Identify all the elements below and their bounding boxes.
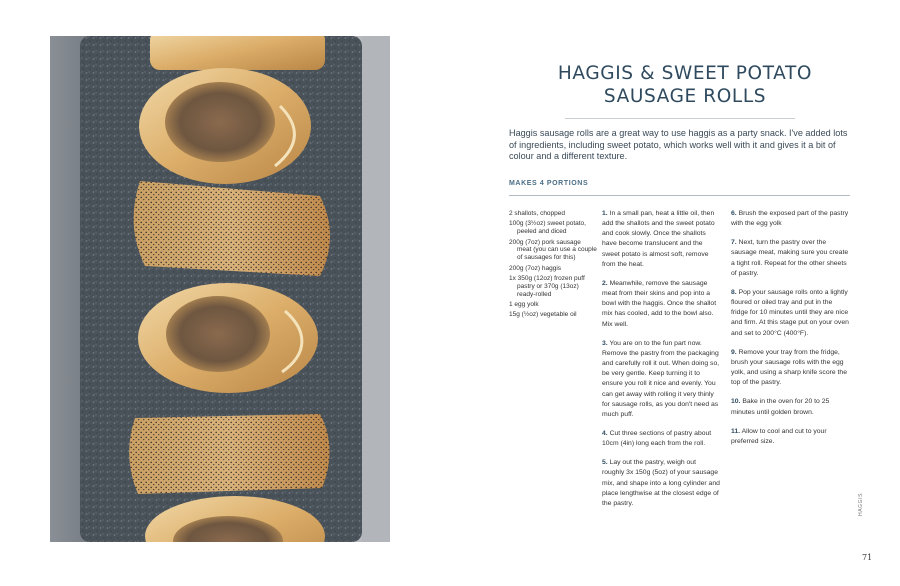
ingredient-item: 100g (3½oz) sweet potato, peeled and diced	[509, 220, 586, 236]
page-number: 71	[862, 553, 873, 562]
step-number: 6.	[731, 210, 737, 217]
step-number: 5.	[602, 459, 608, 467]
method-step	[602, 458, 720, 509]
step-number: 3.	[602, 339, 608, 347]
step-text: Next, turn the pastry over the sausage meat, making sure you create a tight roll. Repeat for the other sheets of pastry.	[731, 239, 849, 277]
step-number: 10.	[731, 398, 741, 406]
method-step	[731, 427, 849, 447]
step-text: Remove your tray from the fridge, brush your sausage rolls with the egg yolk, and using a sharp knife score the top of the pastry.	[731, 348, 847, 387]
step-text: Cut three sections of pastry about 10cm (4in) long each from the roll.	[602, 429, 712, 448]
method-step	[731, 348, 849, 389]
recipe-title	[520, 62, 850, 108]
portions-divider	[509, 195, 850, 196]
ingredient-item: 1x 350g (12oz) frozen puff pastry or 370g (13oz) ready-rolled	[509, 274, 585, 298]
recipe-photo	[50, 36, 390, 542]
method-step	[731, 288, 849, 339]
method-step	[731, 209, 849, 229]
method-step	[731, 397, 849, 417]
step-number: 7.	[731, 239, 737, 247]
ingredient-item: 2 shallots, chopped	[509, 210, 566, 217]
method-step	[602, 339, 720, 420]
chapter-side-label: HAGGIS	[858, 492, 864, 516]
step-number: 1.	[602, 210, 608, 217]
step-text: Meanwhile, remove the sausage meat from their skins and pop into a bowl with the haggis. Once the shallot mix has cooled, add to the bowl also. Mix well.	[602, 279, 717, 328]
step-text: Bake in the oven for 20 to 25 minutes until golden brown.	[731, 398, 830, 416]
method-step	[602, 209, 720, 270]
method-column-1	[602, 209, 720, 518]
recipe-title-line-1: HAGGIS & SWEET POTATO	[557, 63, 813, 84]
title-divider	[565, 118, 795, 119]
ingredients-list	[509, 210, 597, 322]
step-text: Allow to cool and cut to your preferred size.	[731, 427, 827, 445]
recipe-title-line-2: SAUSAGE ROLLS	[603, 86, 767, 107]
step-number: 4.	[602, 429, 608, 437]
step-number: 2.	[602, 279, 608, 287]
step-text: You are on to the fun part now. Remove the pastry from the packaging and carefully roll it out. When doing so, be very gentle. Keep turning it to ensure you roll it nice and evenly. You can get away with rolling it very thinly for sausage rolls, as you don't need as much puff.	[602, 339, 720, 418]
ingredient-item: 1 egg yolk	[509, 300, 539, 308]
method-column-2	[731, 209, 849, 456]
step-number: 8.	[731, 288, 737, 296]
step-text: Brush the exposed part of the pastry with the egg yolk	[731, 210, 849, 228]
step-text: Pop your sausage rolls onto a lightly floured or oiled tray and put in the fridge for 10 minutes until they are nice and firm. At this stage put on your oven and set to 200°C (400°F).	[731, 288, 849, 337]
recipe-intro: Haggis sausage rolls are a great way to use haggis as a party snack. I've added lots of ingredients, including sweet potato, which works well with it and gives it a bit of colour and a different texture.	[509, 128, 848, 162]
method-step	[602, 279, 720, 330]
method-step	[731, 238, 849, 279]
step-number: 9.	[731, 348, 737, 356]
portions-label: MAKES 4 PORTIONS	[509, 180, 589, 187]
method-step	[602, 429, 720, 449]
step-text: In a small pan, heat a little oil, then add the shallots and the sweet potato and cook slowly. Once the shallots have become translucent and the sweet potato is almost soft, remove from the heat.	[602, 210, 715, 268]
ingredient-item: 200g (7oz) pork sausage meat (you can use a couple of sausages for this)	[509, 238, 597, 262]
ingredient-item: 15g (½oz) vegetable oil	[509, 311, 577, 319]
ingredient-item: 200g (7oz) haggis	[509, 264, 562, 272]
step-number: 11.	[731, 427, 741, 435]
step-text: Lay out the pastry, weigh out roughly 3x 150g (5oz) of your sausage mix, and shape into a long cylinder and place lengthwise at the closest edge of the pastry.	[602, 459, 720, 507]
sausage-rolls-illustration	[50, 36, 390, 542]
